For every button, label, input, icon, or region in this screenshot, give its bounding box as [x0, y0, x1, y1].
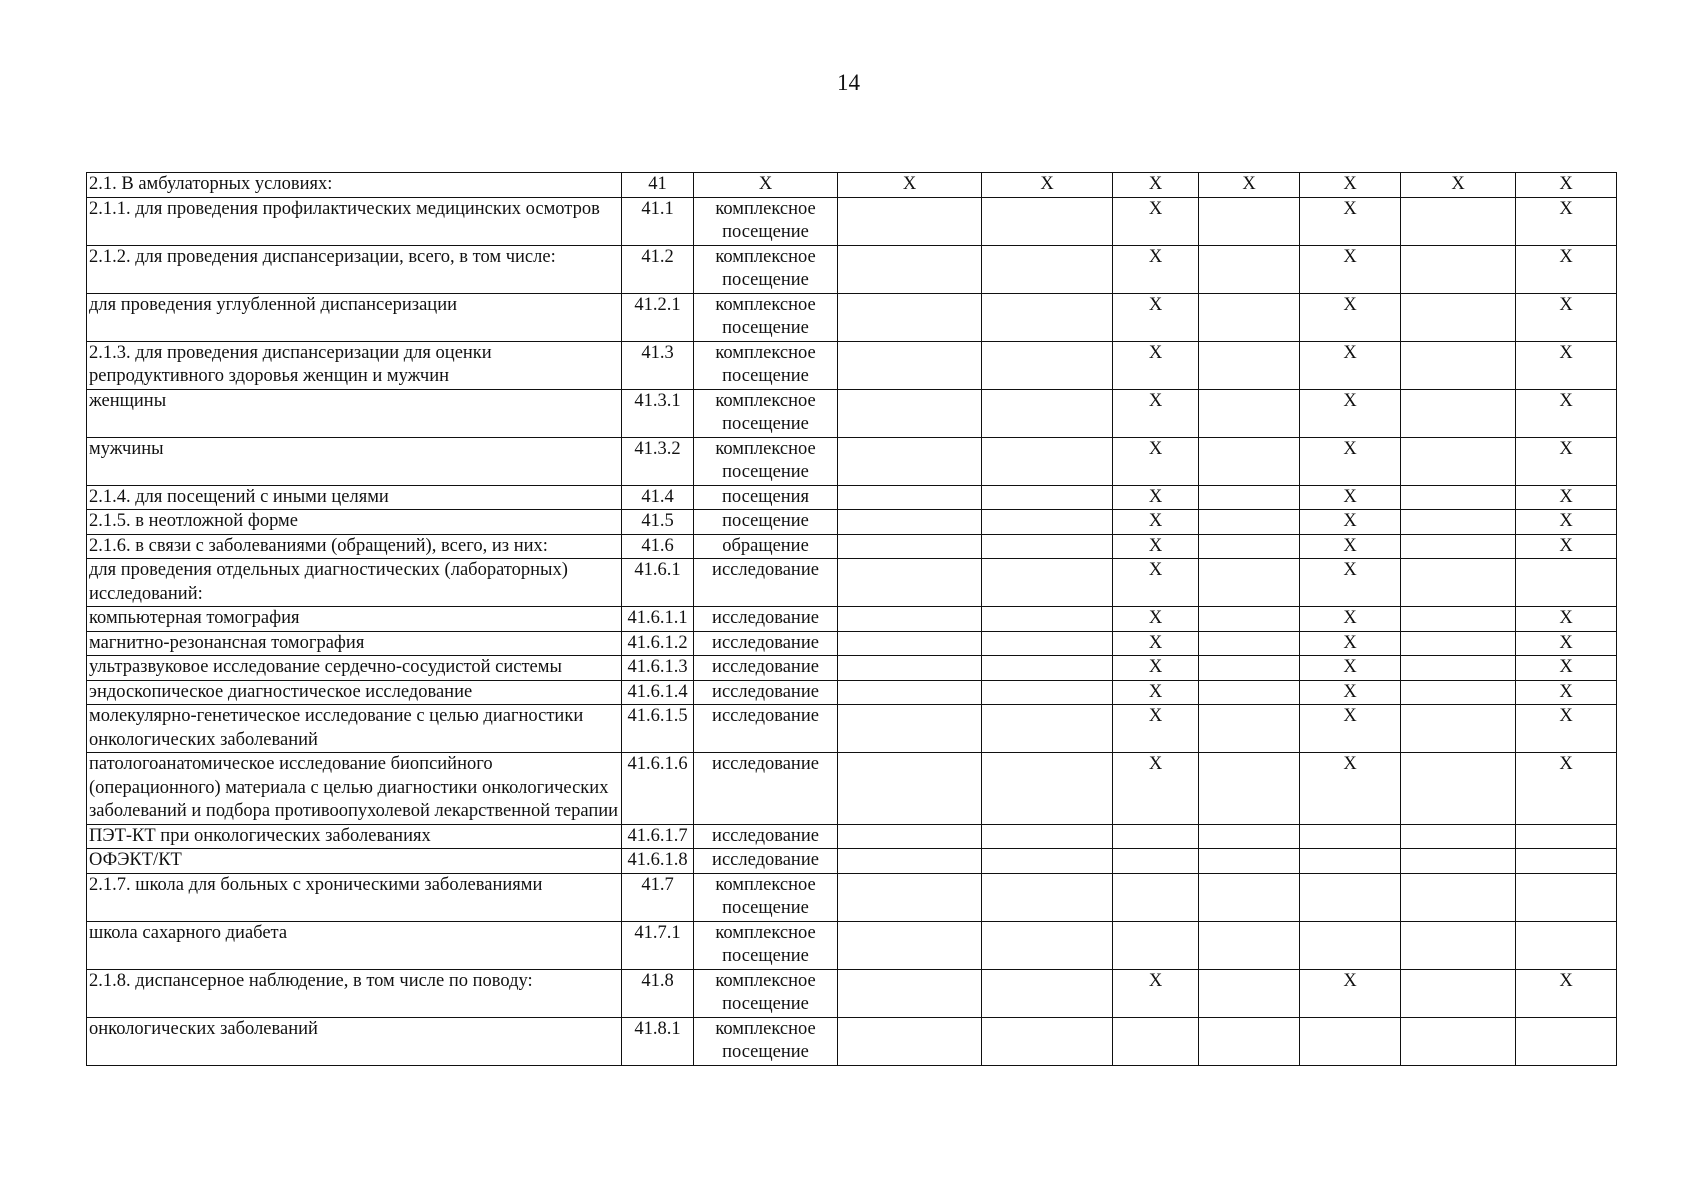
- row-unit-cell: посещение: [694, 510, 838, 535]
- row-value-cell: [1199, 824, 1300, 849]
- row-value-cell: [1113, 873, 1199, 921]
- row-value-cell: [838, 873, 982, 921]
- table-row: [87, 656, 1617, 681]
- row-value-cell: Х: [1300, 969, 1401, 1017]
- row-value-cell: [982, 631, 1113, 656]
- row-value-cell: [1401, 656, 1516, 681]
- row-unit-cell: исследование: [694, 753, 838, 825]
- row-value-cell: Х: [1113, 293, 1199, 341]
- data-table: [86, 172, 1617, 1066]
- row-value-cell: [1516, 1017, 1617, 1065]
- row-value-cell: [838, 849, 982, 874]
- row-value-cell: [1199, 631, 1300, 656]
- row-value-cell: [838, 485, 982, 510]
- row-name-cell: патологоанатомическое исследование биопсийного (операционного) материала с целью диагностики онкологических заболеваний и подбора противоопухолевой лекарственной терапии: [87, 753, 622, 825]
- row-value-cell: [1199, 510, 1300, 535]
- table-row: [87, 197, 1617, 245]
- row-value-cell: Х: [1113, 969, 1199, 1017]
- row-name-cell: ОФЭКТ/КТ: [87, 849, 622, 874]
- row-unit-cell: исследование: [694, 824, 838, 849]
- row-value-cell: Х: [1300, 173, 1401, 198]
- row-value-cell: Х: [1199, 173, 1300, 198]
- table-row: [87, 485, 1617, 510]
- table-row: [87, 437, 1617, 485]
- row-value-cell: [1401, 437, 1516, 485]
- row-value-cell: Х: [1516, 485, 1617, 510]
- row-value-cell: Х: [1516, 705, 1617, 753]
- row-value-cell: [838, 293, 982, 341]
- table-row: [87, 534, 1617, 559]
- row-value-cell: [1199, 873, 1300, 921]
- row-value-cell: Х: [1300, 389, 1401, 437]
- row-value-cell: [1199, 607, 1300, 632]
- row-value-cell: [982, 873, 1113, 921]
- row-value-cell: [1113, 849, 1199, 874]
- row-value-cell: [982, 197, 1113, 245]
- row-value-cell: Х: [1300, 197, 1401, 245]
- row-value-cell: Х: [1516, 197, 1617, 245]
- row-value-cell: [982, 485, 1113, 510]
- table-body: [87, 173, 1617, 1066]
- row-name-cell: ПЭТ-КТ при онкологических заболеваниях: [87, 824, 622, 849]
- row-value-cell: Х: [1401, 173, 1516, 198]
- row-value-cell: Х: [1300, 705, 1401, 753]
- row-code-cell: 41.7: [622, 873, 694, 921]
- row-value-cell: Х: [1300, 607, 1401, 632]
- row-unit-cell: комплексное посещение: [694, 341, 838, 389]
- row-value-cell: Х: [1300, 753, 1401, 825]
- row-value-cell: Х: [1113, 510, 1199, 535]
- row-value-cell: Х: [1516, 510, 1617, 535]
- row-value-cell: [838, 969, 982, 1017]
- row-value-cell: [838, 705, 982, 753]
- row-value-cell: [1113, 921, 1199, 969]
- row-name-cell: магнитно-резонансная томография: [87, 631, 622, 656]
- row-value-cell: Х: [1113, 656, 1199, 681]
- row-value-cell: [1300, 921, 1401, 969]
- row-code-cell: 41.1: [622, 197, 694, 245]
- table-row: [87, 849, 1617, 874]
- row-value-cell: [982, 607, 1113, 632]
- row-unit-cell: комплексное посещение: [694, 389, 838, 437]
- table-row: [87, 510, 1617, 535]
- row-value-cell: [1113, 1017, 1199, 1065]
- row-value-cell: Х: [1300, 656, 1401, 681]
- row-unit-cell: посещения: [694, 485, 838, 510]
- row-value-cell: [838, 245, 982, 293]
- row-name-cell: 2.1.1. для проведения профилактических медицинских осмотров: [87, 197, 622, 245]
- row-unit-cell: комплексное посещение: [694, 245, 838, 293]
- row-value-cell: [838, 680, 982, 705]
- row-value-cell: Х: [1300, 293, 1401, 341]
- row-value-cell: Х: [1516, 293, 1617, 341]
- row-code-cell: 41.6.1.4: [622, 680, 694, 705]
- row-value-cell: Х: [1516, 534, 1617, 559]
- row-value-cell: [982, 245, 1113, 293]
- row-value-cell: [1300, 873, 1401, 921]
- row-unit-cell: комплексное посещение: [694, 921, 838, 969]
- row-value-cell: Х: [1516, 680, 1617, 705]
- row-value-cell: Х: [838, 173, 982, 198]
- row-value-cell: Х: [1300, 559, 1401, 607]
- row-value-cell: [1401, 245, 1516, 293]
- table-row: [87, 921, 1617, 969]
- row-value-cell: Х: [1300, 534, 1401, 559]
- row-value-cell: [1401, 849, 1516, 874]
- row-value-cell: [1113, 824, 1199, 849]
- row-code-cell: 41.5: [622, 510, 694, 535]
- row-value-cell: Х: [1516, 245, 1617, 293]
- row-value-cell: [838, 921, 982, 969]
- row-unit-cell: исследование: [694, 607, 838, 632]
- row-name-cell: для проведения отдельных диагностических (лабораторных) исследований:: [87, 559, 622, 607]
- row-value-cell: [1401, 753, 1516, 825]
- row-value-cell: [838, 341, 982, 389]
- row-unit-cell: комплексное посещение: [694, 197, 838, 245]
- row-name-cell: 2.1. В амбулаторных условиях:: [87, 173, 622, 198]
- row-value-cell: [838, 197, 982, 245]
- row-value-cell: [982, 1017, 1113, 1065]
- table-row: [87, 341, 1617, 389]
- row-code-cell: 41: [622, 173, 694, 198]
- row-value-cell: [982, 824, 1113, 849]
- row-unit-cell: комплексное посещение: [694, 873, 838, 921]
- row-value-cell: [838, 559, 982, 607]
- row-code-cell: 41.6.1.3: [622, 656, 694, 681]
- row-value-cell: [1300, 849, 1401, 874]
- row-unit-cell: исследование: [694, 656, 838, 681]
- row-value-cell: [1199, 245, 1300, 293]
- row-value-cell: Х: [1516, 753, 1617, 825]
- row-value-cell: Х: [1300, 341, 1401, 389]
- row-name-cell: 2.1.6. в связи с заболеваниями (обращений), всего, из них:: [87, 534, 622, 559]
- row-value-cell: [1199, 485, 1300, 510]
- row-value-cell: [1199, 1017, 1300, 1065]
- row-value-cell: Х: [1113, 437, 1199, 485]
- row-unit-cell: обращение: [694, 534, 838, 559]
- table-row: [87, 705, 1617, 753]
- row-unit-cell: исследование: [694, 559, 838, 607]
- row-name-cell: мужчины: [87, 437, 622, 485]
- row-value-cell: [982, 656, 1113, 681]
- row-value-cell: Х: [1516, 437, 1617, 485]
- row-value-cell: [1199, 969, 1300, 1017]
- row-unit-cell: исследование: [694, 705, 838, 753]
- row-code-cell: 41.6.1: [622, 559, 694, 607]
- row-unit-cell: Х: [694, 173, 838, 198]
- row-value-cell: [1401, 824, 1516, 849]
- row-value-cell: [982, 753, 1113, 825]
- row-value-cell: [1516, 824, 1617, 849]
- row-code-cell: 41.6.1.2: [622, 631, 694, 656]
- row-value-cell: [1401, 510, 1516, 535]
- row-value-cell: Х: [1516, 656, 1617, 681]
- row-value-cell: [982, 849, 1113, 874]
- row-value-cell: Х: [1113, 485, 1199, 510]
- row-value-cell: [1300, 1017, 1401, 1065]
- row-value-cell: [982, 341, 1113, 389]
- table-row: [87, 969, 1617, 1017]
- row-value-cell: [1516, 559, 1617, 607]
- table-row: [87, 1017, 1617, 1065]
- row-value-cell: Х: [1113, 753, 1199, 825]
- row-name-cell: женщины: [87, 389, 622, 437]
- row-code-cell: 41.6.1.6: [622, 753, 694, 825]
- row-name-cell: 2.1.5. в неотложной форме: [87, 510, 622, 535]
- row-value-cell: [838, 656, 982, 681]
- row-value-cell: Х: [1113, 559, 1199, 607]
- row-code-cell: 41.6.1.8: [622, 849, 694, 874]
- row-value-cell: Х: [1113, 245, 1199, 293]
- row-name-cell: 2.1.8. диспансерное наблюдение, в том числе по поводу:: [87, 969, 622, 1017]
- row-value-cell: Х: [1113, 534, 1199, 559]
- row-value-cell: [838, 753, 982, 825]
- row-value-cell: Х: [1113, 341, 1199, 389]
- row-value-cell: Х: [982, 173, 1113, 198]
- row-name-cell: школа сахарного диабета: [87, 921, 622, 969]
- row-unit-cell: комплексное посещение: [694, 1017, 838, 1065]
- row-unit-cell: комплексное посещение: [694, 293, 838, 341]
- row-value-cell: Х: [1113, 680, 1199, 705]
- row-value-cell: [838, 824, 982, 849]
- row-value-cell: [982, 705, 1113, 753]
- row-code-cell: 41.8: [622, 969, 694, 1017]
- row-value-cell: [1401, 969, 1516, 1017]
- row-value-cell: Х: [1300, 437, 1401, 485]
- row-code-cell: 41.3.2: [622, 437, 694, 485]
- row-value-cell: [1401, 559, 1516, 607]
- row-value-cell: Х: [1516, 969, 1617, 1017]
- row-code-cell: 41.8.1: [622, 1017, 694, 1065]
- row-value-cell: [982, 921, 1113, 969]
- row-value-cell: Х: [1516, 607, 1617, 632]
- row-unit-cell: комплексное посещение: [694, 437, 838, 485]
- row-value-cell: [1401, 341, 1516, 389]
- row-value-cell: Х: [1300, 631, 1401, 656]
- row-unit-cell: исследование: [694, 631, 838, 656]
- row-value-cell: [982, 437, 1113, 485]
- row-value-cell: Х: [1516, 173, 1617, 198]
- row-name-cell: молекулярно-генетическое исследование с целью диагностики онкологических заболеваний: [87, 705, 622, 753]
- row-name-cell: компьютерная томография: [87, 607, 622, 632]
- row-value-cell: [838, 1017, 982, 1065]
- row-name-cell: для проведения углубленной диспансеризации: [87, 293, 622, 341]
- row-value-cell: [1199, 197, 1300, 245]
- table-row: [87, 680, 1617, 705]
- row-value-cell: [1516, 921, 1617, 969]
- row-value-cell: Х: [1300, 485, 1401, 510]
- row-value-cell: [838, 607, 982, 632]
- row-value-cell: [1199, 389, 1300, 437]
- table-row: [87, 753, 1617, 825]
- table-row: [87, 293, 1617, 341]
- row-value-cell: [1401, 197, 1516, 245]
- row-value-cell: [982, 510, 1113, 535]
- row-value-cell: Х: [1300, 680, 1401, 705]
- row-value-cell: [1401, 607, 1516, 632]
- row-value-cell: [838, 631, 982, 656]
- row-code-cell: 41.2.1: [622, 293, 694, 341]
- row-value-cell: [1199, 705, 1300, 753]
- row-value-cell: Х: [1516, 341, 1617, 389]
- row-name-cell: ультразвуковое исследование сердечно-сосудистой системы: [87, 656, 622, 681]
- table-row: [87, 245, 1617, 293]
- row-value-cell: Х: [1300, 510, 1401, 535]
- row-value-cell: [1401, 921, 1516, 969]
- row-value-cell: Х: [1516, 389, 1617, 437]
- row-value-cell: [838, 510, 982, 535]
- row-value-cell: Х: [1300, 245, 1401, 293]
- row-value-cell: [982, 680, 1113, 705]
- row-name-cell: эндоскопическое диагностическое исследование: [87, 680, 622, 705]
- row-value-cell: Х: [1113, 607, 1199, 632]
- row-value-cell: [1199, 559, 1300, 607]
- row-value-cell: [838, 534, 982, 559]
- row-value-cell: [1300, 824, 1401, 849]
- row-value-cell: [1401, 873, 1516, 921]
- row-value-cell: [982, 293, 1113, 341]
- row-name-cell: 2.1.3. для проведения диспансеризации для оценки репродуктивного здоровья женщин и мужчин: [87, 341, 622, 389]
- row-value-cell: [982, 389, 1113, 437]
- row-code-cell: 41.4: [622, 485, 694, 510]
- table-row: [87, 631, 1617, 656]
- row-value-cell: [1401, 680, 1516, 705]
- row-value-cell: [1401, 1017, 1516, 1065]
- row-code-cell: 41.3: [622, 341, 694, 389]
- row-value-cell: [1199, 293, 1300, 341]
- row-value-cell: Х: [1113, 173, 1199, 198]
- page-number: 14: [837, 70, 860, 95]
- row-value-cell: Х: [1113, 705, 1199, 753]
- row-code-cell: 41.6: [622, 534, 694, 559]
- table-row: [87, 824, 1617, 849]
- row-code-cell: 41.6.1.5: [622, 705, 694, 753]
- row-value-cell: [1401, 631, 1516, 656]
- row-name-cell: 2.1.4. для посещений с иными целями: [87, 485, 622, 510]
- row-value-cell: [838, 389, 982, 437]
- row-unit-cell: комплексное посещение: [694, 969, 838, 1017]
- row-value-cell: [1199, 534, 1300, 559]
- row-code-cell: 41.6.1.1: [622, 607, 694, 632]
- row-code-cell: 41.6.1.7: [622, 824, 694, 849]
- table-row: [87, 873, 1617, 921]
- row-name-cell: 2.1.2. для проведения диспансеризации, всего, в том числе:: [87, 245, 622, 293]
- row-name-cell: 2.1.7. школа для больных с хроническими заболеваниями: [87, 873, 622, 921]
- row-value-cell: [1401, 389, 1516, 437]
- row-value-cell: [1199, 680, 1300, 705]
- row-code-cell: 41.3.1: [622, 389, 694, 437]
- row-value-cell: Х: [1113, 197, 1199, 245]
- row-code-cell: 41.2: [622, 245, 694, 293]
- table-row: [87, 559, 1617, 607]
- table-row: [87, 389, 1617, 437]
- row-value-cell: [982, 559, 1113, 607]
- row-value-cell: Х: [1516, 631, 1617, 656]
- row-value-cell: [1516, 849, 1617, 874]
- row-value-cell: [1516, 873, 1617, 921]
- row-unit-cell: исследование: [694, 849, 838, 874]
- row-value-cell: Х: [1113, 631, 1199, 656]
- row-code-cell: 41.7.1: [622, 921, 694, 969]
- row-unit-cell: исследование: [694, 680, 838, 705]
- row-value-cell: [1199, 341, 1300, 389]
- row-value-cell: [982, 534, 1113, 559]
- row-value-cell: [838, 437, 982, 485]
- row-value-cell: [1401, 534, 1516, 559]
- row-value-cell: [1401, 485, 1516, 510]
- row-value-cell: [1199, 921, 1300, 969]
- row-value-cell: [1401, 705, 1516, 753]
- row-value-cell: [982, 969, 1113, 1017]
- table-row: [87, 173, 1617, 198]
- row-value-cell: [1199, 753, 1300, 825]
- row-value-cell: [1401, 293, 1516, 341]
- row-value-cell: [1199, 656, 1300, 681]
- row-value-cell: [1199, 849, 1300, 874]
- table-row: [87, 607, 1617, 632]
- row-name-cell: онкологических заболеваний: [87, 1017, 622, 1065]
- row-value-cell: [1199, 437, 1300, 485]
- row-value-cell: Х: [1113, 389, 1199, 437]
